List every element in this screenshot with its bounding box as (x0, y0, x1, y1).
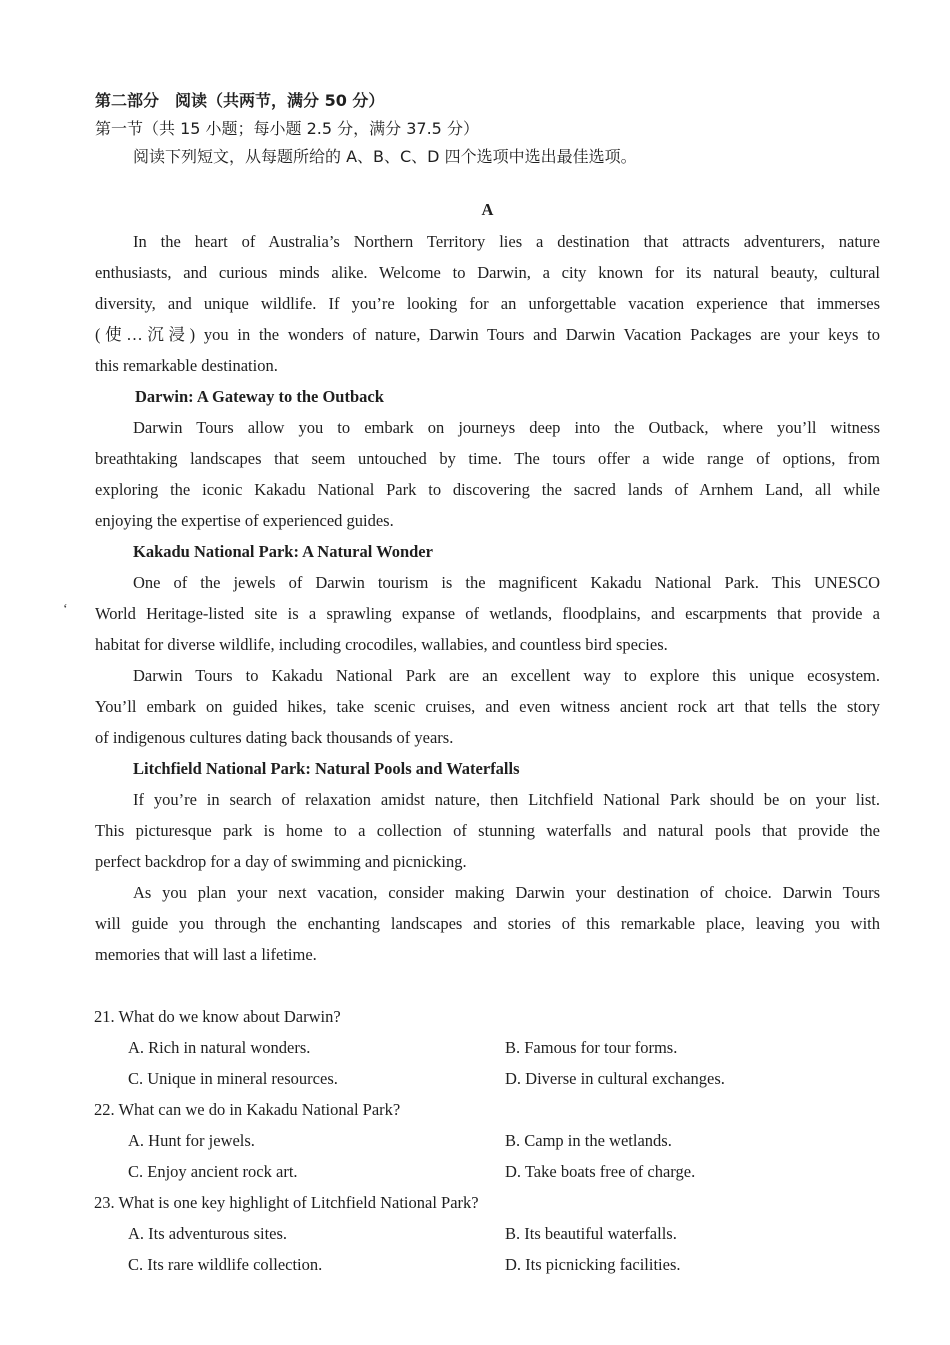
paragraph-line: exploring the iconic Kakadu National Park to discovering the sacred lands of Arnhem Land, all while (95, 480, 880, 499)
question-22-option-c[interactable]: C. Enjoy ancient rock art. (128, 1162, 298, 1181)
instruction: 阅读下列短文，从每题所给的 A、B、C、D 四个选项中选出最佳选项。 (133, 147, 637, 166)
question-23-option-a[interactable]: A. Its adventurous sites. (128, 1224, 288, 1243)
question-23-option-d[interactable]: D. Its picnicking facilities. (505, 1255, 681, 1274)
paragraph-line: World Heritage-listed site is a sprawling expanse of wetlands, floodplains, and escarpments that provide a (95, 604, 880, 623)
paragraph-line: enthusiasts, and curious minds alike. Welcome to Darwin, a city known for its natural beauty, cultural (95, 263, 880, 282)
paragraph-line: If you’re in search of relaxation amidst nature, then Litchfield National Park should be on your list. (133, 790, 880, 809)
question-21-option-c[interactable]: C. Unique in mineral resources. (128, 1069, 338, 1088)
question-stem-21: 21. What do we know about Darwin? (94, 1007, 341, 1026)
question-21-option-d[interactable]: D. Diverse in cultural exchanges. (505, 1069, 725, 1088)
paragraph-line: Darwin Tours to Kakadu National Park are an excellent way to explore this unique ecosystem. (133, 666, 880, 685)
paragraph-line: As you plan your next vacation, consider making Darwin your destination of choice. Darwin Tours (133, 883, 880, 902)
paragraph-line: will guide you through the enchanting landscapes and stories of this remarkable place, leaving you with (95, 914, 880, 933)
question-21-option-a[interactable]: A. Rich in natural wonders. (128, 1038, 311, 1057)
question-22-option-d[interactable]: D. Take boats free of charge. (505, 1162, 696, 1181)
paragraph-line: memories that will last a lifetime. (95, 945, 317, 964)
paragraph-line: Darwin Tours allow you to embark on journeys deep into the Outback, where you’ll witness (133, 418, 880, 437)
question-stem-22: 22. What can we do in Kakadu National Park? (94, 1100, 401, 1119)
paragraph-line: (使…沉浸) you in the wonders of nature, Darwin Tours and Darwin Vacation Packages are your keys to (95, 325, 880, 344)
question-21-option-b[interactable]: B. Famous for tour forms. (505, 1038, 678, 1057)
paragraph-line: this remarkable destination. (95, 356, 278, 375)
paragraph-line: breathtaking landscapes that seem untouched by time. The tours offer a wide range of options, from (95, 449, 880, 468)
section-title: 第一节（共 15 小题；每小题 2.5 分，满分 37.5 分） (95, 119, 479, 138)
passage-label: A (481, 200, 494, 219)
paragraph-line: habitat for diverse wildlife, including crocodiles, wallabies, and countless bird species. (95, 635, 668, 654)
section-heading: Kakadu National Park: A Natural Wonder (133, 542, 433, 561)
paragraph-line: This picturesque park is home to a collection of stunning waterfalls and natural pools that provide the (95, 821, 880, 840)
question-stem-23: 23. What is one key highlight of Litchfield National Park? (94, 1193, 479, 1212)
question-22-option-b[interactable]: B. Camp in the wetlands. (505, 1131, 672, 1150)
paragraph-line: diversity, and unique wildlife. If you’re looking for an unforgettable vacation experience that immerses (95, 294, 880, 313)
paragraph-line: enjoying the expertise of experienced guides. (95, 511, 394, 530)
paragraph-line: In the heart of Australia’s Northern Territory lies a destination that attracts adventurers, nature (133, 232, 880, 251)
question-23-option-b[interactable]: B. Its beautiful waterfalls. (505, 1224, 677, 1243)
question-22-option-a[interactable]: A. Hunt for jewels. (128, 1131, 255, 1150)
paragraph-line: of indigenous cultures dating back thousands of years. (95, 728, 454, 747)
question-23-option-c[interactable]: C. Its rare wildlife collection. (128, 1255, 323, 1274)
section-heading: Litchfield National Park: Natural Pools and Waterfalls (133, 759, 520, 778)
paragraph-line: One of the jewels of Darwin tourism is the magnificent Kakadu National Park. This UNESCO (133, 573, 880, 592)
paragraph-line: You’ll embark on guided hikes, take scenic cruises, and even witness ancient rock art that tells the story (95, 697, 880, 716)
part-title: 第二部分 阅读（共两节，满分 50 分） (95, 91, 385, 110)
section-heading: Darwin: A Gateway to the Outback (135, 387, 384, 406)
margin-mark: ‘ (63, 602, 68, 617)
paragraph-line: perfect backdrop for a day of swimming and picnicking. (95, 852, 467, 871)
